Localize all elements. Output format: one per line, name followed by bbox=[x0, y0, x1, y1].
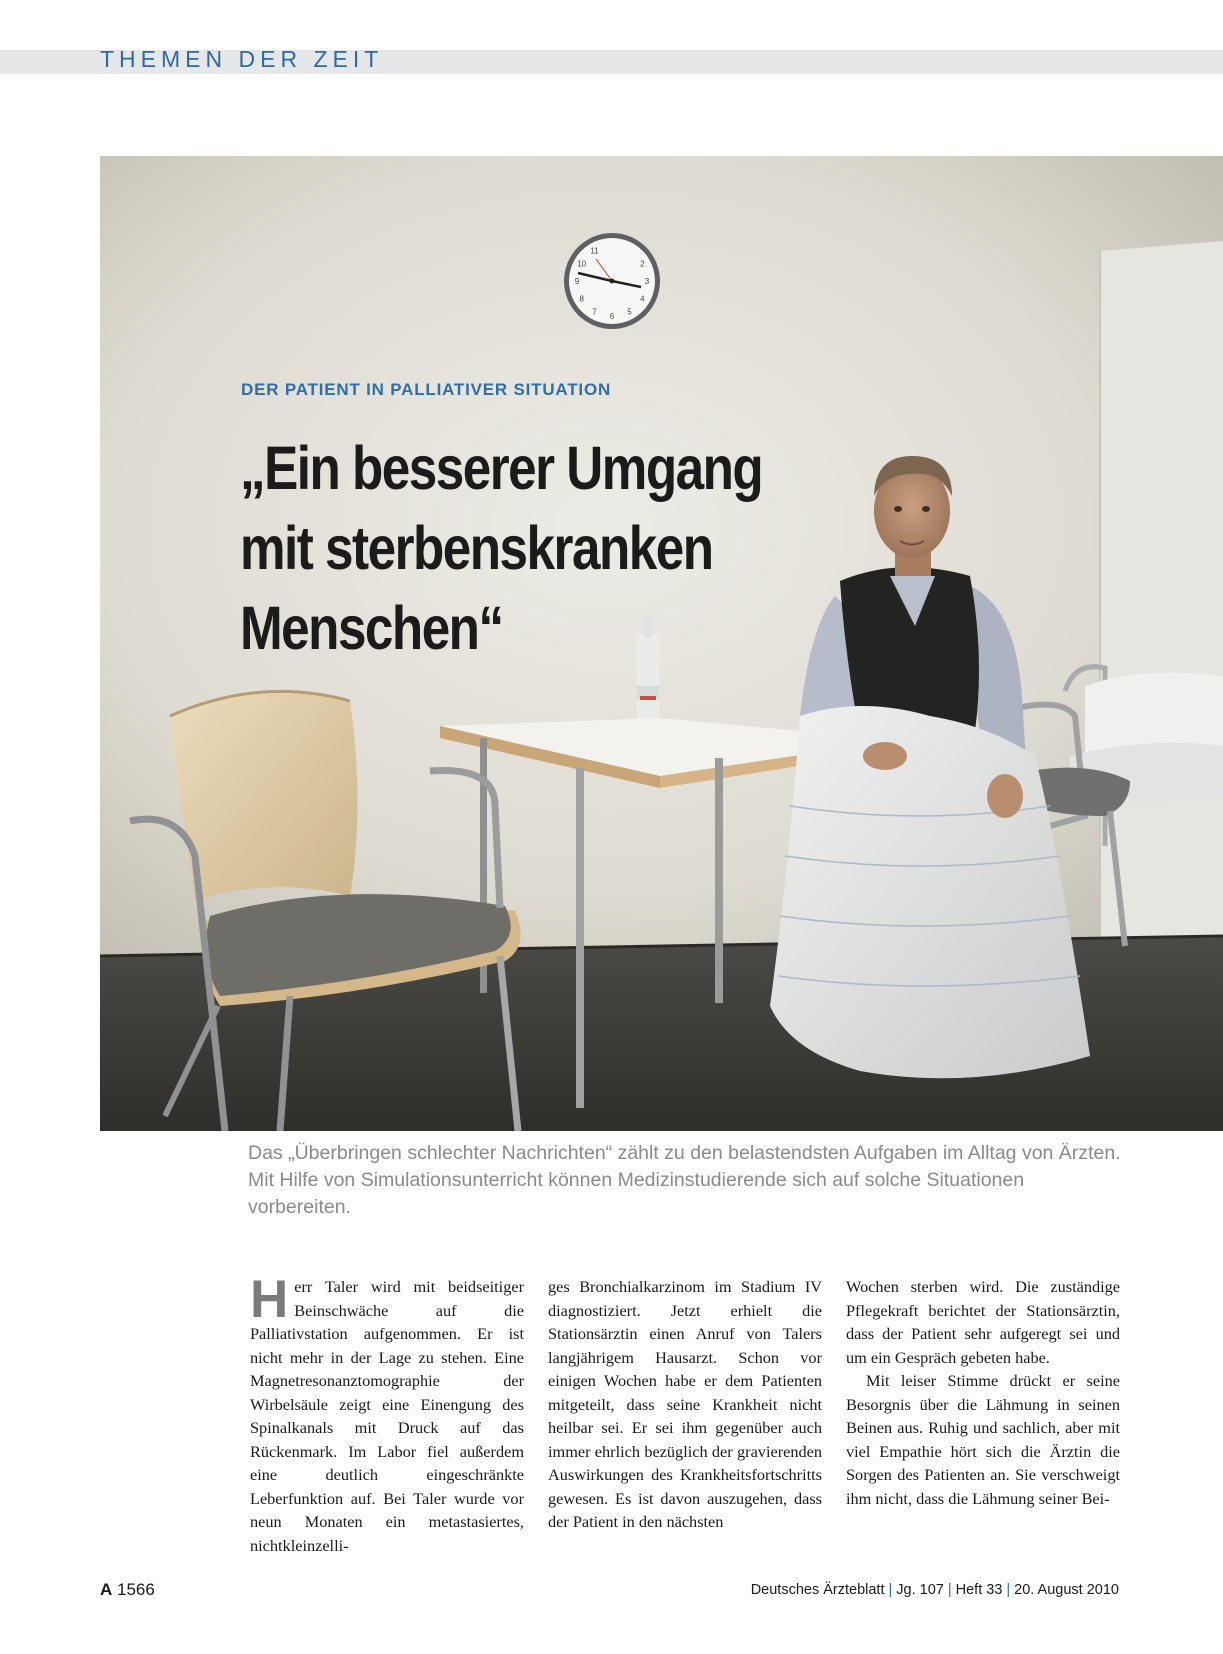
photo-caption: Das „Überbringen schlechter Nachrichten“ zählt zu den belastendsten Aufgaben im Alltag von Ärzten. Mit Hilfe von Simulationsunterricht können Medizinstudierende sich auf solche Situationen vorbereiten. bbox=[248, 1142, 1121, 1218]
footer-volume: Jg. 107 bbox=[896, 1582, 944, 1598]
wall-clock bbox=[564, 233, 660, 329]
clock-numeral: 3 bbox=[644, 277, 650, 286]
journal-footer bbox=[751, 1582, 1119, 1598]
clock-numeral: 11 bbox=[590, 246, 599, 256]
body-column-3 bbox=[846, 1275, 1120, 1510]
page-number bbox=[100, 1580, 155, 1600]
body-text-col3-p2: Mit leiser Stimme drückt er seine Besorgnis über die Lähmung in seinen Beinen aus. Ruhig und sachlich, aber mit viel Empathie hört sich die Ärztin die Sorgen des Patienten an. Sie verschweigt ihm nicht, dass die Lähmung seiner Bei- bbox=[846, 1371, 1120, 1508]
article-headline bbox=[240, 428, 778, 668]
clock-numeral: 8 bbox=[579, 294, 584, 304]
clock-numeral: 4 bbox=[640, 294, 645, 304]
body-text-col2: ges Bronchialkarzinom im Stadium IV diagnostiziert. Jetzt erhielt die Stationsärztin einen Anruf von Talers langjährigem Hausarzt. Schon vor einigen Wochen habe er dem Patienten mitgeteilt, dass seine Krankheit nicht heilbar sei. Er sei ihm gegenüber auch immer ehrlich bezüglich der gravierenden Auswirkungen des Krankheitsfortschritts gewesen. Es ist davon auszugehen, dass der Patient in den nächsten bbox=[548, 1277, 822, 1531]
body-column-1 bbox=[250, 1270, 524, 1557]
clock-numeral: 5 bbox=[627, 307, 632, 317]
clock-numeral: 2 bbox=[640, 259, 645, 269]
headline-line-3: Menschen“ bbox=[240, 594, 503, 662]
section-label: THEMEN DER ZEIT bbox=[100, 46, 384, 72]
body-column-2 bbox=[548, 1275, 822, 1534]
headline-line-2: mit sterbenskranken bbox=[240, 514, 713, 582]
article-kicker: DER PATIENT IN PALLIATIVER SITUATION bbox=[241, 380, 612, 399]
clock-numeral: 10 bbox=[577, 259, 587, 269]
body-text-col3-p1: Wochen sterben wird. Die zuständige Pflegekraft berichtet der Stationsärztin, dass der Patient sehr aufgeregt sei und um ein Gespräch gebeten habe. bbox=[846, 1277, 1120, 1367]
clock-numeral: 9 bbox=[574, 277, 580, 286]
footer-separator: | bbox=[888, 1582, 893, 1598]
footer-separator: | bbox=[1006, 1582, 1011, 1598]
footer-issue: Heft 33 bbox=[955, 1582, 1003, 1598]
body-text-col1: err Taler wird mit beidseitiger Beinschwäche auf die Palliativstation aufgenommen. Er ist nicht mehr in der Lage zu stehen. Eine Magnetresonanztomographie der Wirbelsäule zeigt eine Einengung des Spinalkanals mit Druck auf das Rückenmark. Im Labor fiel außerdem eine deutlich eingeschränkte Leberfunktion auf. Bei Taler wurde vor neun Monaten ein metastasiertes, nichtkleinzelli- bbox=[250, 1277, 524, 1555]
clock-numeral: 6 bbox=[609, 312, 615, 321]
folio-prefix: A bbox=[100, 1580, 113, 1599]
headline-line-1: „Ein besserer Umgang bbox=[240, 434, 763, 502]
clock-numeral: 7 bbox=[592, 307, 597, 317]
dropcap: H bbox=[250, 1270, 289, 1329]
footer-separator: | bbox=[947, 1582, 952, 1598]
folio-number: 1566 bbox=[117, 1580, 155, 1599]
footer-date: 20. August 2010 bbox=[1014, 1582, 1119, 1598]
footer-journal: Deutsches Ärzteblatt bbox=[750, 1582, 885, 1598]
